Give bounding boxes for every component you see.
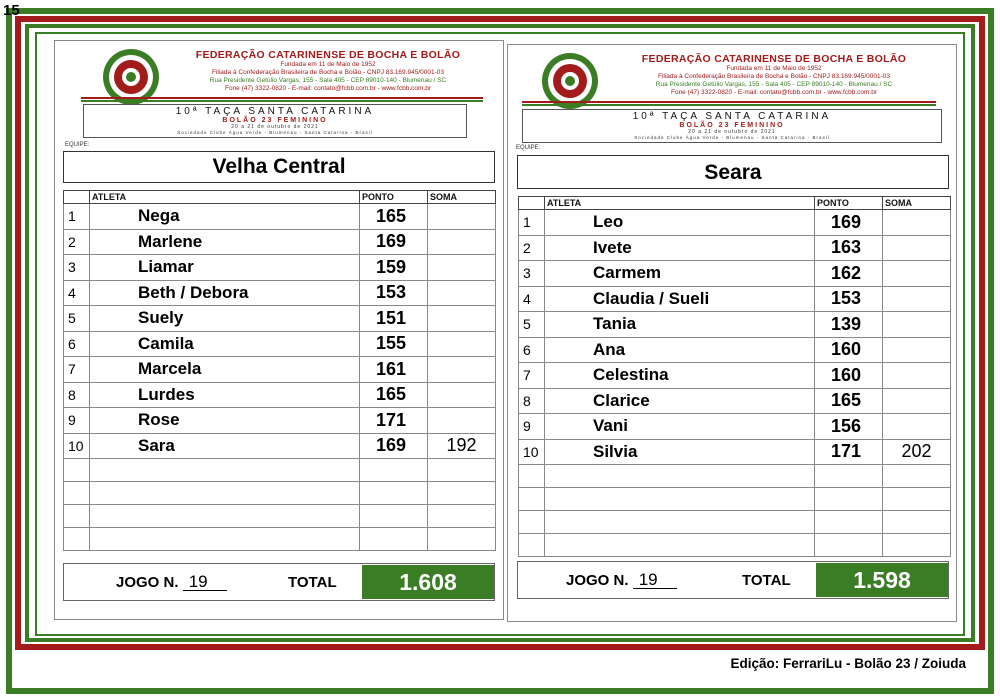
empty-cell xyxy=(519,488,545,511)
game-number-value: 19 xyxy=(633,572,677,589)
athlete-sum xyxy=(883,210,951,236)
game-number xyxy=(566,572,677,589)
athlete-sum xyxy=(428,306,496,332)
athlete-points: 156 xyxy=(815,414,883,440)
athlete-row xyxy=(519,312,951,338)
org-line-2: Filiada à Confederação Brasileira de Bocha e Bolão - CNPJ 83.169.945/0001-03 xyxy=(212,69,444,76)
event-title: 10ª TAÇA SANTA CATARINA xyxy=(175,106,375,117)
athlete-points: 159 xyxy=(360,255,428,281)
athlete-sum xyxy=(428,229,496,255)
equipe-label: EQUIPE: xyxy=(516,145,541,151)
event-dates: 20 a 21 de outubro de 2021 xyxy=(688,129,776,135)
empty-row xyxy=(519,534,951,557)
row-number: 7 xyxy=(519,363,545,389)
equipe-label: EQUIPE: xyxy=(65,142,90,148)
empty-cell xyxy=(360,482,428,505)
game-number xyxy=(116,574,227,591)
empty-cell xyxy=(519,511,545,534)
athlete-name: Marcela xyxy=(90,357,360,383)
athlete-row xyxy=(519,286,951,312)
org-line-3: Rua Presidente Getúlio Vargas, 155 - Sala 405 - CEP 89010-140 - Blumenau / SC xyxy=(655,81,893,88)
athlete-name: Liamar xyxy=(90,255,360,281)
athlete-name: Ana xyxy=(545,337,815,363)
org-block xyxy=(163,49,493,93)
score-table xyxy=(518,196,951,557)
empty-cell xyxy=(883,465,951,488)
athlete-points: 169 xyxy=(360,433,428,459)
empty-cell xyxy=(360,459,428,482)
athlete-sum xyxy=(428,255,496,281)
empty-cell xyxy=(815,465,883,488)
empty-row xyxy=(519,465,951,488)
event-venue: Sociedade Clube Água Verde - Blumenau - Santa Catarina - Brasil xyxy=(177,130,373,135)
athlete-points: 153 xyxy=(815,286,883,312)
empty-cell xyxy=(428,505,496,528)
event-box xyxy=(83,104,467,138)
header-rule-green xyxy=(81,100,483,102)
empty-cell xyxy=(545,511,815,534)
row-number: 10 xyxy=(519,439,545,465)
total-label: TOTAL xyxy=(742,572,791,589)
page-number: 15 xyxy=(3,2,20,19)
empty-cell xyxy=(545,465,815,488)
athlete-row xyxy=(519,388,951,414)
empty-row xyxy=(64,482,496,505)
game-number-label: JOGO N. xyxy=(566,572,629,589)
athlete-name: Leo xyxy=(545,210,815,236)
empty-cell xyxy=(883,534,951,557)
athlete-points: 161 xyxy=(360,357,428,383)
athlete-row xyxy=(519,414,951,440)
sheet-header xyxy=(55,41,503,141)
athlete-row xyxy=(64,255,496,281)
header-rule-red xyxy=(81,97,483,99)
sheet-header xyxy=(508,45,956,145)
athlete-name: Camila xyxy=(90,331,360,357)
game-number-label: JOGO N. xyxy=(116,574,179,591)
athlete-sum xyxy=(883,337,951,363)
row-number: 5 xyxy=(64,306,90,332)
athlete-name: Nega xyxy=(90,204,360,230)
empty-cell xyxy=(428,482,496,505)
row-number: 2 xyxy=(64,229,90,255)
col-number xyxy=(519,197,545,210)
org-block xyxy=(604,53,944,97)
athlete-name: Beth / Debora xyxy=(90,280,360,306)
athlete-name: Claudia / Sueli xyxy=(545,286,815,312)
row-number: 8 xyxy=(64,382,90,408)
athlete-name: Celestina xyxy=(545,363,815,389)
athlete-row xyxy=(64,357,496,383)
org-line-2: Filiada à Confederação Brasileira de Bocha e Bolão - CNPJ 83.169.945/0001-03 xyxy=(658,73,890,80)
total-label: TOTAL xyxy=(288,574,337,591)
score-sheet-right xyxy=(507,44,957,622)
athlete-sum xyxy=(428,204,496,230)
athlete-name: Sara xyxy=(90,433,360,459)
col-sum: SOMA xyxy=(428,191,496,204)
athlete-row xyxy=(64,382,496,408)
col-athlete: ATLETA xyxy=(90,191,360,204)
team-name: Velha Central xyxy=(63,151,495,183)
athlete-name: Suely xyxy=(90,306,360,332)
empty-cell xyxy=(815,488,883,511)
athlete-row xyxy=(64,229,496,255)
empty-cell xyxy=(815,511,883,534)
event-subtitle: BOLÃO 23 FEMININO xyxy=(679,122,785,129)
col-points: PONTO xyxy=(360,191,428,204)
empty-cell xyxy=(64,505,90,528)
col-athlete: ATLETA xyxy=(545,197,815,210)
athlete-points: 169 xyxy=(815,210,883,236)
empty-cell xyxy=(883,488,951,511)
event-dates: 20 a 21 de outubro de 2021 xyxy=(231,124,319,130)
col-points: PONTO xyxy=(815,197,883,210)
empty-cell xyxy=(428,459,496,482)
empty-cell xyxy=(519,534,545,557)
athlete-name: Tania xyxy=(545,312,815,338)
empty-row xyxy=(64,459,496,482)
row-number: 3 xyxy=(64,255,90,281)
empty-cell xyxy=(360,528,428,551)
empty-cell xyxy=(64,482,90,505)
athlete-points: 171 xyxy=(815,439,883,465)
athlete-points: 171 xyxy=(360,408,428,434)
athlete-name: Marlene xyxy=(90,229,360,255)
athlete-sum xyxy=(428,382,496,408)
event-title: 10ª TAÇA SANTA CATARINA xyxy=(632,111,832,122)
athlete-sum xyxy=(883,388,951,414)
empty-cell xyxy=(545,488,815,511)
athlete-sum xyxy=(428,331,496,357)
score-sheet-left xyxy=(54,40,504,620)
athlete-points: 165 xyxy=(360,382,428,408)
edition-credit: Edição: FerrariLu - Bolão 23 / Zoiuda xyxy=(730,656,966,671)
row-number: 4 xyxy=(64,280,90,306)
empty-cell xyxy=(815,534,883,557)
org-line-1: Fundada em 11 de Maio de 1952 xyxy=(280,61,376,68)
empty-cell xyxy=(90,505,360,528)
athlete-points: 151 xyxy=(360,306,428,332)
athlete-points: 153 xyxy=(360,280,428,306)
sheet-footer xyxy=(63,563,495,601)
athlete-sum xyxy=(883,363,951,389)
athlete-points: 160 xyxy=(815,363,883,389)
row-number: 9 xyxy=(519,414,545,440)
header-rule-green xyxy=(522,104,936,106)
empty-row xyxy=(519,511,951,534)
athlete-sum xyxy=(883,414,951,440)
athlete-row xyxy=(64,408,496,434)
athlete-row xyxy=(64,331,496,357)
athlete-row xyxy=(519,235,951,261)
empty-row xyxy=(64,528,496,551)
total-value: 1.608 xyxy=(362,565,494,599)
empty-cell xyxy=(90,528,360,551)
athlete-name: Ivete xyxy=(545,235,815,261)
athlete-points: 155 xyxy=(360,331,428,357)
athlete-name: Clarice xyxy=(545,388,815,414)
row-number: 4 xyxy=(519,286,545,312)
row-number: 5 xyxy=(519,312,545,338)
row-number: 9 xyxy=(64,408,90,434)
empty-cell xyxy=(64,528,90,551)
athlete-sum: 192 xyxy=(428,433,496,459)
org-line-3: Rua Presidente Getúlio Vargas, 155 - Sala 405 - CEP 89010-140 - Blumenau / SC xyxy=(209,77,447,84)
empty-cell xyxy=(64,459,90,482)
athlete-name: Silvia xyxy=(545,439,815,465)
athlete-sum xyxy=(883,286,951,312)
row-number: 3 xyxy=(519,261,545,287)
athlete-sum xyxy=(883,261,951,287)
row-number: 7 xyxy=(64,357,90,383)
athlete-sum xyxy=(883,235,951,261)
team-name: Seara xyxy=(517,155,949,189)
empty-cell xyxy=(428,528,496,551)
athlete-sum xyxy=(883,312,951,338)
empty-cell xyxy=(519,465,545,488)
athlete-points: 163 xyxy=(815,235,883,261)
athlete-points: 139 xyxy=(815,312,883,338)
athlete-name: Vani xyxy=(545,414,815,440)
athlete-row xyxy=(519,439,951,465)
athlete-row xyxy=(64,204,496,230)
athlete-sum xyxy=(428,280,496,306)
row-number: 1 xyxy=(519,210,545,236)
athlete-row xyxy=(519,337,951,363)
empty-cell xyxy=(90,482,360,505)
athlete-row xyxy=(64,433,496,459)
org-name: FEDERAÇÃO CATARINENSE DE BOCHA E BOLÃO xyxy=(641,53,907,65)
org-name: FEDERAÇÃO CATARINENSE DE BOCHA E BOLÃO xyxy=(195,49,461,61)
athlete-points: 165 xyxy=(815,388,883,414)
empty-row xyxy=(64,505,496,528)
row-number: 6 xyxy=(64,331,90,357)
athlete-row xyxy=(64,280,496,306)
org-line-1: Fundada em 11 de Maio de 1952 xyxy=(726,65,822,72)
row-number: 8 xyxy=(519,388,545,414)
total-value: 1.598 xyxy=(816,563,948,597)
col-sum: SOMA xyxy=(883,197,951,210)
org-line-4: Fone (47) 3322-0820 - E-mail: contato@fcbb.com.br - www.fcbb.com.br xyxy=(224,85,432,92)
athlete-name: Lurdes xyxy=(90,382,360,408)
sheet-footer xyxy=(517,561,949,599)
athlete-sum xyxy=(428,357,496,383)
empty-cell xyxy=(545,534,815,557)
row-number: 1 xyxy=(64,204,90,230)
athlete-points: 169 xyxy=(360,229,428,255)
empty-cell xyxy=(90,459,360,482)
athlete-row xyxy=(519,210,951,236)
athlete-row xyxy=(519,261,951,287)
event-box xyxy=(522,109,942,143)
athlete-sum xyxy=(428,408,496,434)
athlete-name: Rose xyxy=(90,408,360,434)
athlete-points: 160 xyxy=(815,337,883,363)
header-rule-red xyxy=(522,101,936,103)
event-venue: Sociedade Clube Água Verde - Blumenau - Santa Catarina - Brasil xyxy=(634,135,830,140)
athlete-name: Carmem xyxy=(545,261,815,287)
game-number-value: 19 xyxy=(183,574,227,591)
athlete-sum: 202 xyxy=(883,439,951,465)
event-subtitle: BOLÃO 23 FEMININO xyxy=(222,117,328,124)
row-number: 2 xyxy=(519,235,545,261)
score-table xyxy=(63,190,496,551)
athlete-points: 162 xyxy=(815,261,883,287)
athlete-row xyxy=(519,363,951,389)
row-number: 10 xyxy=(64,433,90,459)
empty-cell xyxy=(883,511,951,534)
athlete-points: 165 xyxy=(360,204,428,230)
empty-row xyxy=(519,488,951,511)
athlete-row xyxy=(64,306,496,332)
row-number: 6 xyxy=(519,337,545,363)
col-number xyxy=(64,191,90,204)
empty-cell xyxy=(360,505,428,528)
org-line-4: Fone (47) 3322-0820 - E-mail: contato@fcbb.com.br - www.fcbb.com.br xyxy=(670,89,878,96)
